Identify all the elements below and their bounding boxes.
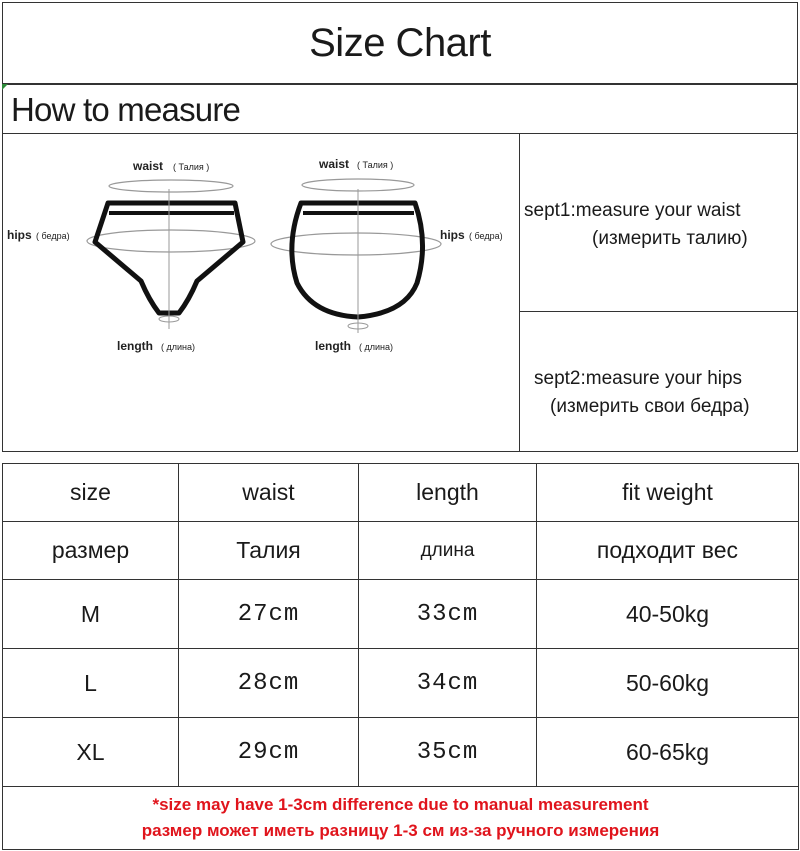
step-2-text: sept2:measure your hips xyxy=(534,368,743,389)
briefs-diagram xyxy=(3,133,519,451)
front-brief xyxy=(7,159,255,353)
front-length-label: length xyxy=(117,339,153,353)
note-row xyxy=(3,787,799,850)
front-hips-ellipse xyxy=(87,230,255,252)
header-row-ru xyxy=(3,522,799,580)
size-cell: XL xyxy=(3,718,179,787)
measurement-steps xyxy=(519,133,798,451)
measurement-note xyxy=(3,787,799,850)
step-1-text: sept1:measure your waist xyxy=(524,200,741,221)
back-length-label: length xyxy=(315,339,351,353)
step-2-text-ru: (измерить свои бедра) xyxy=(550,396,750,417)
how-to-measure-heading: How to measure xyxy=(11,91,241,128)
length-cell: 35cm xyxy=(359,718,537,787)
header-cell-ru: Талия xyxy=(179,522,359,580)
waist-cell: 27cm xyxy=(179,580,359,649)
note-text-en: *size may have 1-3cm difference due to manual measurement xyxy=(152,795,649,814)
header-cell: length xyxy=(359,464,537,522)
page-title: Size Chart xyxy=(309,21,491,65)
back-brief xyxy=(271,157,503,353)
length-cell: 33cm xyxy=(359,580,537,649)
front-waist-label-ru: ( Талия ) xyxy=(173,162,210,172)
back-brief-outline xyxy=(292,203,423,317)
back-length-label-ru: ( длина) xyxy=(359,342,394,352)
front-waist-label: waist xyxy=(133,159,164,173)
back-waist-label: waist xyxy=(319,157,350,171)
header-row-en xyxy=(3,464,799,522)
back-hips-label: hips xyxy=(440,228,465,242)
weight-cell: 40-50kg xyxy=(537,580,799,649)
back-hips-ellipse xyxy=(271,233,441,255)
note-text-ru: размер может иметь разницу 1-3 см из-за ручного измерения xyxy=(141,821,660,840)
weight-cell: 50-60kg xyxy=(537,649,799,718)
size-cell: M xyxy=(3,580,179,649)
title-section xyxy=(2,2,798,84)
table-row xyxy=(3,649,799,718)
step-1 xyxy=(520,133,798,312)
size-cell: L xyxy=(3,649,179,718)
table-row xyxy=(3,718,799,787)
front-waist-ellipse xyxy=(109,180,233,192)
table-row xyxy=(3,580,799,649)
step-1-text-ru: (измерить талию) xyxy=(592,228,748,249)
length-cell: 34cm xyxy=(359,649,537,718)
header-cell: size xyxy=(3,464,179,522)
measurement-illustration xyxy=(3,133,519,451)
header-cell: fit weight xyxy=(537,464,799,522)
how-to-measure-header xyxy=(3,85,797,134)
size-table xyxy=(2,463,799,850)
waist-cell: 29cm xyxy=(179,718,359,787)
back-hips-label-ru: ( бедра) xyxy=(469,231,503,241)
corner-mark xyxy=(2,84,8,90)
weight-cell: 60-65kg xyxy=(537,718,799,787)
header-cell-ru: длина xyxy=(359,522,537,580)
header-cell: waist xyxy=(179,464,359,522)
header-cell-ru: размер xyxy=(3,522,179,580)
front-hips-label-ru: ( бедра) xyxy=(36,231,70,241)
back-waist-label-ru: ( Талия ) xyxy=(357,160,394,170)
header-cell-ru: подходит вес xyxy=(537,522,799,580)
front-hips-label: hips xyxy=(7,228,32,242)
how-to-measure-section xyxy=(2,84,798,452)
front-length-label-ru: ( длина) xyxy=(161,342,196,352)
waist-cell: 28cm xyxy=(179,649,359,718)
